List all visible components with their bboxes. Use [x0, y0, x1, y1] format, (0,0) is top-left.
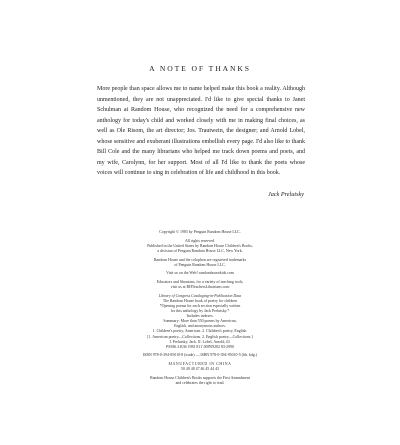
amendment-line: Random House Children's Books supports the First Amendment — [150, 375, 250, 380]
isbn-line: ISBN 978-0-394-85010-8 (trade) — ISBN 978-0-394-95010-5 (lib. bdg.) — [142, 353, 258, 358]
copyright-colophon — [0, 230, 400, 390]
manufactured-line: MANUFACTURED IN CHINA — [168, 362, 232, 367]
paragraph-line: More people than space allows me to name helped make this book a reality. — [97, 86, 281, 92]
paragraph-line: the designer; and Arnold Lobel, whose sensitive and exuberant illustrations — [97, 128, 306, 145]
cip-line: Summary: More than 550 poems by American, — [163, 319, 237, 324]
paragraph-line: embellish every page. I'd also like to thank Bill Cole and the many librarians — [97, 138, 306, 156]
cip-title: Library of Congress Cataloging-in-Publication Data — [158, 293, 242, 298]
trademark-line: of Penguin Random House LLC. — [174, 262, 226, 267]
thanks-paragraph — [97, 84, 305, 179]
trademark-line: Random House and the colophon are registered trademarks — [153, 257, 247, 262]
cip-line: I. Prelutsky, Jack. II. Lobel, Arnold, ill. — [169, 339, 231, 344]
cip-line: 1. Children's poetry, American. 2. Children's poetry, English. — [152, 329, 248, 334]
cip-line: *Opening poems for each section especially written — [159, 304, 241, 308]
paragraph-line: comprehensive new anthology for today's child and worked closely with me — [97, 107, 305, 124]
page-title: A NOTE OF THANKS — [149, 64, 251, 73]
rights-notice — [0, 239, 400, 254]
educators-line: Educators and librarians, for a variety of teaching tools, — [156, 280, 244, 285]
copyright-line: Copyright © 1983 by Penguin Random House LLC. — [159, 230, 241, 234]
educators-line: visit us at RHTeachersLibrarians.com — [170, 285, 230, 290]
amendment-line: and celebrates the right to read. — [175, 381, 225, 385]
signature: Jack Prelutsky — [267, 191, 304, 198]
cip-line: English, and anonymous authors. — [174, 324, 226, 329]
printing-line: 50 49 48 47 46 45 44 43 — [181, 367, 219, 372]
rights-line: All rights reserved. — [185, 238, 215, 243]
paragraph-line: support. Most of all I'd like to thank the poets whose voices will continue to — [97, 159, 305, 177]
educators-notice — [0, 280, 400, 290]
paragraph-line: who helped me track down poems and poets, and my wife, Carolynn, for her — [97, 149, 305, 166]
rights-line: Published in the United States by Random House Children's Books, — [147, 243, 253, 248]
cip-line: Includes indexes. — [186, 314, 214, 319]
rights-line: a division of Penguin Random House LLC, New York. — [157, 248, 243, 253]
cip-line: [1. American poetry—Collections. 2. English poetry—Collections.] — [147, 334, 253, 339]
cip-line: for this anthology by Jack Prelutsky.* — [170, 309, 230, 314]
cip-line: The Random House book of poetry for children — [162, 298, 238, 303]
isbn-notice — [0, 353, 400, 358]
web-notice — [0, 271, 400, 276]
paragraph-line: in making final choices, as well as Ole Risom, the art director; Jos. Trautwein, — [97, 117, 306, 135]
trademark-notice — [0, 258, 400, 268]
web-line: Visit us on the Web! randomhousekids.com — [166, 271, 234, 276]
paragraph-line: sing in celebration of life and childhood in this book. — [153, 170, 281, 177]
manufacturing-notice — [0, 362, 400, 372]
cip-block — [0, 294, 400, 350]
paragraph-line: thanks to Janet Schulman at Random House, who recognized the need for a — [97, 96, 305, 114]
amendment-notice — [0, 376, 400, 386]
copyright-notice — [0, 230, 400, 235]
paragraph-line: Although unmentioned, they are not unappreciated. I'd like to give special — [97, 86, 305, 103]
cip-line: PS586.3.R36 1983 811'.008'09282 83-2990 — [166, 344, 234, 349]
